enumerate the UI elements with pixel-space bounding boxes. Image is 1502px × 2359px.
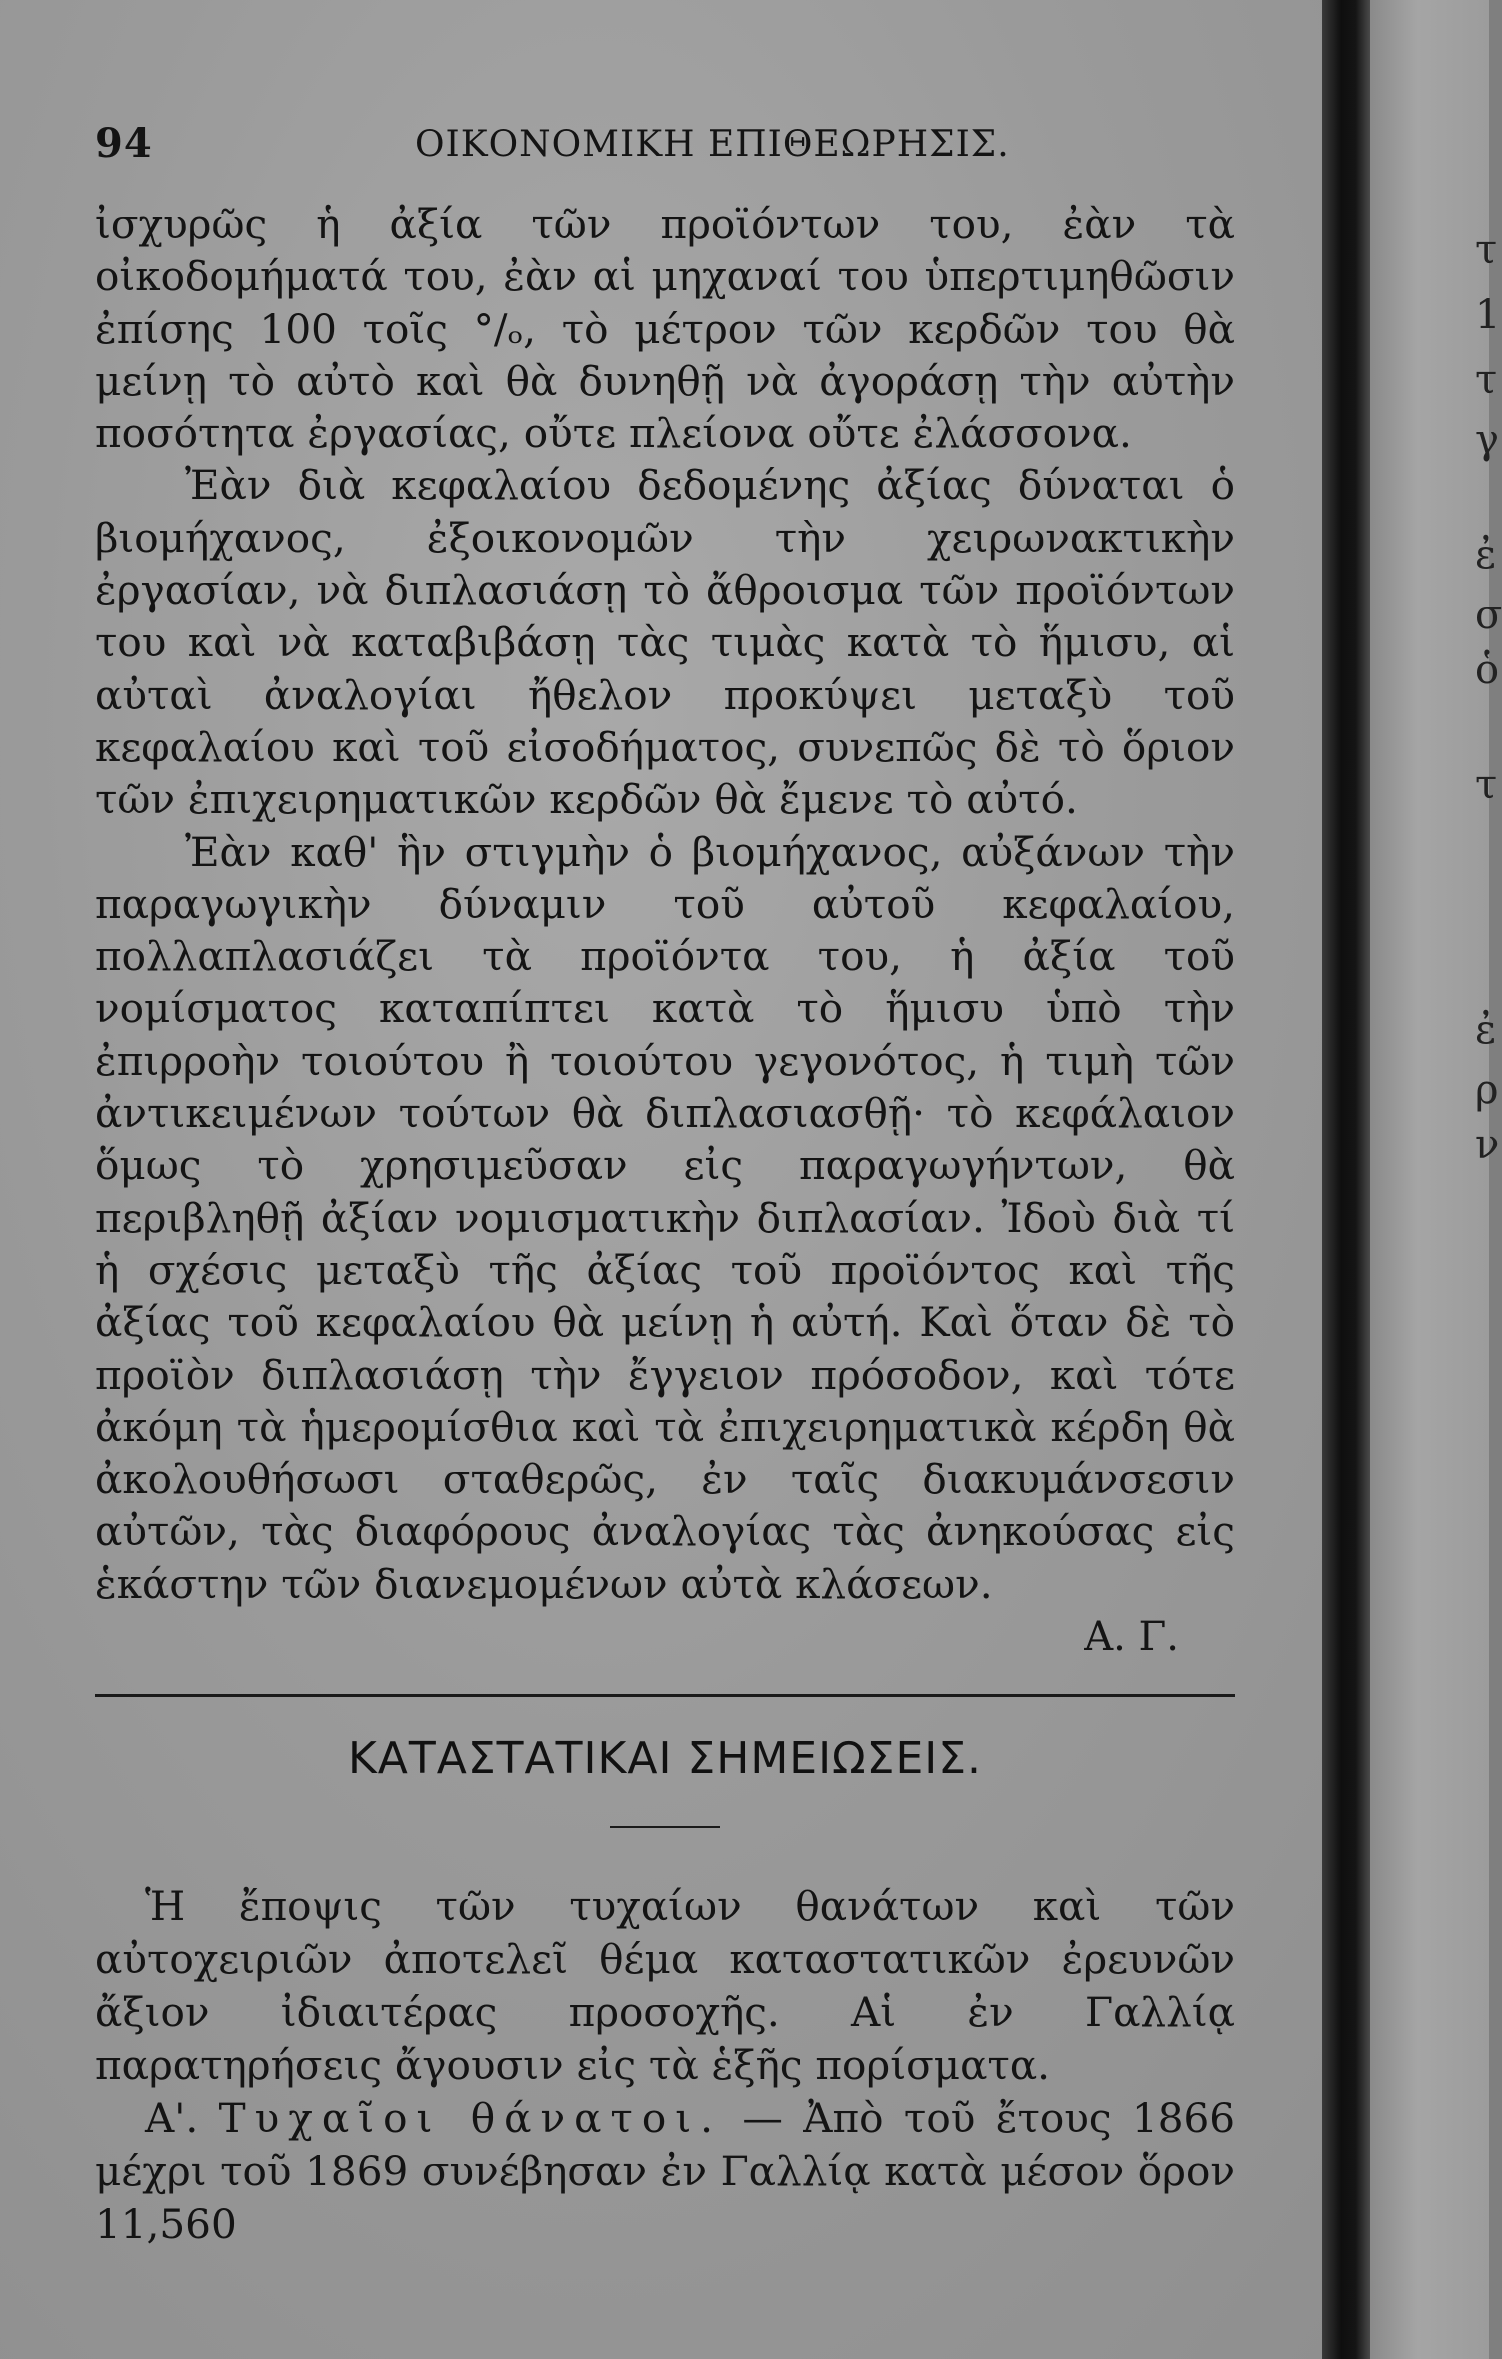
item-heading: Τυχαῖοι θάνατοι.	[218, 2094, 722, 2143]
adjacent-fragment: γ	[1475, 417, 1499, 463]
paragraph: ἰσχυρῶς ἡ ἀξία τῶν προϊόντων του, ἐὰν τὰ οἰκοδομήματά του, ἐὰν αἱ μηχαναί του ὑπερτιμηθῶσιν ἐπίσης 100 τοῖς °/ₒ, τὸ μέτρον τῶν κερδῶν του θὰ μείνῃ τὸ αὐτὸ καὶ θὰ δυνηθῇ νὰ ἀγοράσῃ τὴν αὐτὴν ποσότητα ἐργασίας, οὔτε πλείονα οὔτε ἐλάσσονα.	[95, 200, 1235, 458]
paragraph: Ἐὰν διὰ κεφαλαίου δεδομένης ἀξίας δύναται ὁ βιομήχανος, ἐξοικονομῶν τὴν χειρωνακτικὴν ἐργασίαν, νὰ διπλασιάσῃ τὸ ἄθροισμα τῶν προϊόντων του καὶ νὰ καταβιβάσῃ τὰς τιμὰς κατὰ τὸ ἥμισυ, αἱ αὐταὶ ἀναλογίαι ἤθελον προκύψει μεταξὺ τοῦ κεφαλαίου καὶ τοῦ εἰσοδήματος, συνεπῶς δὲ τὸ ὅριον τῶν ἐπιχειρηματικῶν κερδῶν θὰ ἔμενε τὸ αὐτό.	[95, 461, 1235, 824]
adjacent-fragment: τ	[1475, 762, 1498, 808]
title-underline	[610, 1826, 720, 1828]
article-body	[95, 198, 1235, 1610]
adjacent-fragment: 1	[1475, 292, 1501, 338]
adjacent-page-edge	[1370, 0, 1502, 2359]
section-item	[95, 2092, 1235, 2251]
adjacent-fragment: τ	[1475, 357, 1498, 403]
item-text: — Ἀπὸ τοῦ ἔτους 1866 μέχρι τοῦ 1869 συνέβησαν ἐν Γαλλίᾳ κατὰ μέσον ὅρον 11,560	[95, 2094, 1236, 2249]
adjacent-fragment: ἐ	[1475, 1007, 1497, 1053]
adjacent-fragment: ὁ	[1475, 647, 1500, 693]
page-number: 94	[95, 120, 153, 167]
running-head	[95, 120, 1235, 180]
adjacent-fragment: ρ	[1475, 1067, 1499, 1113]
section-divider	[95, 1694, 1235, 1697]
section-title: ΚΑΤΑΣΤΑΤΙΚΑΙ ΣΗΜΕΙΩΣΕΙΣ.	[347, 1733, 983, 1785]
section-body	[95, 1880, 1235, 2251]
adjacent-fragment: ἐ	[1475, 532, 1497, 578]
author-signature: Α. Γ.	[1084, 1614, 1179, 1661]
section-intro: Ἡ ἔποψις τῶν τυχαίων θανάτων καὶ τῶν αὐτοχειριῶν ἀποτελεῖ θέμα καταστατικῶν ἐρευνῶν ἄξιον ἰδιαιτέρας προσοχῆς. Αἱ ἐν Γαλλίᾳ παρατηρήσεις ἄγουσιν εἰς τὰ ἑξῆς πορίσματα.	[95, 1882, 1235, 2090]
adjacent-fragment: ν	[1475, 1122, 1500, 1168]
book-gutter	[1322, 0, 1370, 2359]
adjacent-fragment: τ	[1475, 227, 1498, 273]
paragraph: Ἐὰν καθ' ἣν στιγμὴν ὁ βιομήχανος, αὐξάνων τὴν παραγωγικὴν δύναμιν τοῦ αὐτοῦ κεφαλαίου, πολλαπλασιάζει τὰ προϊόντα του, ἡ ἀξία τοῦ νομίσματος καταπίπτει κατὰ τὸ ἥμισυ ὑπὸ τὴν ἐπιρροὴν τοιούτου ἢ τοιούτου γεγονότος, ἡ τιμὴ τῶν ἀντικειμένων τούτων θὰ διπλασιασθῇ· τὸ κεφάλαιον ὅμως τὸ χρησιμεῦσαν εἰς παραγωγήντων, θὰ περιβληθῇ ἀξίαν νομισματικὴν διπλασίαν. Ἰδοὺ διὰ τί ἡ σχέσις μεταξὺ τῆς ἀξίας τοῦ προϊόντος καὶ τῆς ἀξίας τοῦ κεφαλαίου θὰ μείνῃ ἡ αὐτή. Καὶ ὅταν δὲ τὸ προϊὸν διπλασιάσῃ τὴν ἔγγειον πρόσοδον, καὶ τότε ἀκόμη τὰ ἡμερομίσθια καὶ τὰ ἐπιχειρηματικὰ κέρδη θὰ ἀκολουθήσωσι σταθερῶς, ἐν ταῖς διακυμάνσεσιν αὐτῶν, τὰς διαφόρους ἀναλογίας τὰς ἀνηκούσας εἰς ἑκάστην τῶν διανεμομένων αὐτὰ κλάσεων.	[95, 827, 1235, 1608]
adjacent-fragment: σ	[1475, 592, 1502, 638]
book-page	[95, 120, 1235, 2251]
item-label: Α'.	[145, 2094, 199, 2143]
journal-title: ΟΙΚΟΝΟΜΙΚΗ ΕΠΙΘΕΩΡΗΣΙΣ.	[415, 124, 1010, 165]
